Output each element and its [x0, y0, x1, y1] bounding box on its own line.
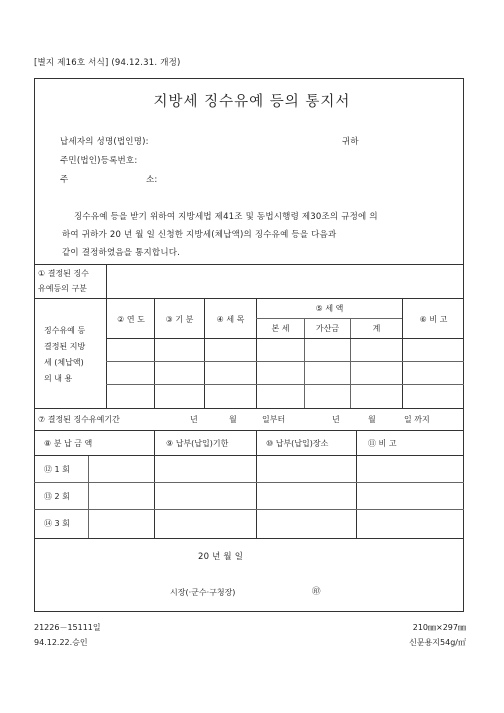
issue-date: 20 년 월 일 — [198, 552, 244, 562]
col-header-note: ⑥ 비 고 — [419, 315, 448, 324]
col-divider-item — [256, 298, 257, 408]
col-header-total: 계 — [372, 324, 381, 333]
inst-header-amount: ⑧ 분 납 금 액 — [44, 439, 93, 448]
address-label-a: 주 — [60, 175, 69, 185]
period-year-2: 년 — [332, 415, 340, 424]
section2-header-bottom-rule — [106, 338, 464, 339]
installment-header-top-rule — [34, 430, 464, 431]
approval-date: 94.12.22.승인 — [34, 638, 88, 647]
col-header-amount: ⑤ 세 액 — [315, 304, 344, 313]
col-header-principal: 본 세 — [271, 324, 290, 333]
page-title: 지방세 징수유예 등의 통지서 — [153, 94, 351, 110]
inst-col-divider-1 — [154, 430, 155, 538]
official-seal-mark: ㊞ — [312, 587, 321, 597]
issuer-label: 시장(·군수·구청장) — [170, 588, 236, 597]
inst-header-place: ⑩ 납부(납입)장소 — [266, 439, 329, 448]
paper-type: 신문용지54g/㎡ — [409, 638, 466, 647]
section1-label-line1: ① 결정된 징수 — [38, 269, 89, 278]
col-header-item: ④ 세 목 — [216, 315, 245, 324]
paper-size: 210㎜×297㎜ — [412, 623, 466, 632]
section2-side-label-2: 결정된 지방 — [44, 342, 86, 351]
body-line-2: 하여 귀하가 20 년 월 일 신청한 지방세(체납액)의 징수유예 등을 다음과 — [62, 230, 337, 240]
col-header-surcharge: 가산금 — [315, 324, 340, 333]
installment-bottom-rule — [34, 538, 464, 539]
section2-row-rule-1 — [106, 361, 464, 362]
inst-row-3-label: ⑭ 3 회 — [44, 519, 70, 528]
amount-subheader-rule — [256, 318, 402, 319]
period-label: ⑦ 결정된 징수유예기간 — [38, 415, 120, 424]
inst-row-1-label: ⑫ 1 회 — [44, 465, 70, 474]
form-code: 21226－15111일 — [34, 623, 101, 632]
body-line-1: 징수유예 등을 받기 위하여 지방세법 제41조 및 동법시행령 제30조의 규정에 의 — [74, 212, 378, 222]
section2-side-label-3: 세 (체납액) — [44, 358, 84, 367]
registration-number-label: 주민(법인)등록번호: — [60, 156, 138, 166]
installment-row-rule-2 — [34, 509, 464, 510]
period-from: 일부터 — [262, 415, 286, 424]
inst-col-divider-label — [88, 455, 89, 538]
section2-side-label-4: 의 내 용 — [44, 374, 73, 383]
installment-row-rule-1 — [34, 482, 464, 483]
inst-col-divider-2 — [256, 430, 257, 538]
form-reference: [별지 제16호 서식] (94.12.31. 개정) — [34, 58, 181, 68]
honorific-label: 귀하 — [342, 137, 359, 147]
inst-row-2-label: ⑬ 2 회 — [44, 492, 70, 501]
period-year: 년 — [190, 415, 198, 424]
inst-col-divider-3 — [356, 430, 357, 538]
col-header-period: ③ 기 분 — [165, 315, 194, 324]
section1-label-line2: 유예등의 구분 — [38, 284, 87, 293]
inst-header-deadline: ⑨ 납부(납입)기한 — [166, 439, 229, 448]
period-row-top-rule — [34, 408, 464, 409]
installment-header-bottom-rule — [34, 455, 464, 456]
period-until: 일 까지 — [404, 415, 430, 424]
table-top-rule — [34, 264, 464, 265]
left-column-divider — [106, 264, 107, 408]
period-month: 월 — [229, 415, 237, 424]
section2-top-rule — [34, 298, 464, 299]
address-label-b: 소: — [146, 175, 158, 185]
section2-row-rule-2 — [106, 384, 464, 385]
body-line-3: 같이 결정하였음을 통지합니다. — [62, 248, 181, 258]
section2-side-label-1: 징수유예 등 — [44, 326, 86, 335]
taxpayer-name-label: 납세자의 성명(법인명): — [60, 137, 149, 147]
inst-header-note: ⑪ 비 고 — [368, 439, 397, 448]
period-month-2: 월 — [368, 415, 376, 424]
col-header-year: ② 연 도 — [117, 315, 145, 324]
